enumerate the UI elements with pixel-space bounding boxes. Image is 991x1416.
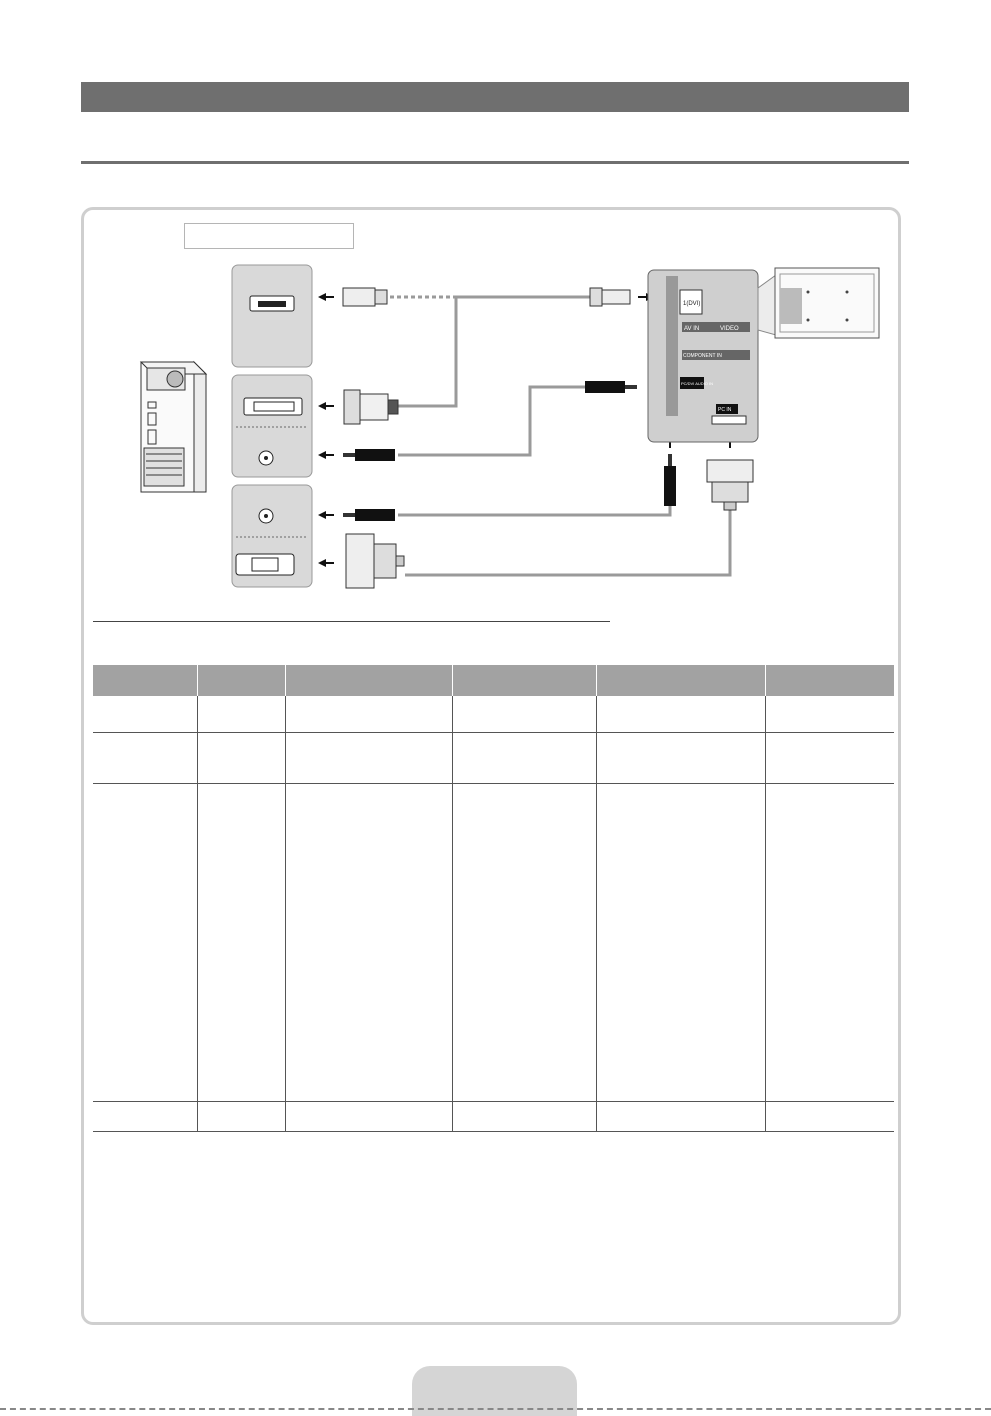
table-cell — [597, 732, 766, 783]
table-cell — [198, 1101, 286, 1131]
table-cell — [766, 696, 895, 732]
tv-av-in-label: AV IN — [684, 326, 700, 332]
tv-pc-in-label: PC IN — [718, 407, 732, 413]
table-cell — [93, 783, 198, 1101]
vga-plug-icon — [346, 460, 753, 588]
pc-dvi-panel — [232, 375, 312, 477]
table-cell — [93, 1101, 198, 1131]
tv-rear-overview-icon — [758, 268, 879, 338]
tv-component-label: COMPONENT IN — [683, 353, 722, 359]
table-cell — [597, 1101, 766, 1131]
table-cell — [766, 783, 895, 1101]
table-row — [93, 783, 894, 1101]
tv-audio-in-label: PC/DVI AUDIO IN — [681, 381, 714, 386]
table-row — [93, 732, 894, 783]
arrow-icon — [318, 293, 334, 567]
table-cell — [93, 696, 198, 732]
table-cell — [597, 696, 766, 732]
table-header-cell — [93, 665, 198, 696]
table-cell — [93, 732, 198, 783]
table-header-cell — [597, 665, 766, 696]
table-header-row — [93, 665, 894, 696]
table-header-cell — [453, 665, 597, 696]
table-cell — [286, 732, 453, 783]
table-caption-rule — [93, 621, 610, 622]
tv-video-label: VIDEO — [720, 326, 739, 332]
table-cell — [198, 696, 286, 732]
table-header-cell — [286, 665, 453, 696]
pc-tower-icon — [141, 362, 206, 492]
table-row — [93, 696, 894, 732]
table-header-cell — [766, 665, 895, 696]
pc-vga-panel — [232, 485, 312, 587]
table-cell — [286, 783, 453, 1101]
table-cell — [453, 696, 597, 732]
table-cell — [766, 732, 895, 783]
tv-hdmi-label: 1(DVI) — [683, 301, 701, 307]
table-cell — [198, 783, 286, 1101]
table-cell — [286, 696, 453, 732]
table-cell — [286, 1101, 453, 1131]
table-row — [93, 1101, 894, 1131]
table-cell — [453, 783, 597, 1101]
display-modes-table — [93, 665, 894, 1132]
table-cell — [453, 732, 597, 783]
table-cell — [766, 1101, 895, 1131]
connection-diagram — [0, 0, 991, 620]
table-cell — [597, 783, 766, 1101]
table-cell — [198, 732, 286, 783]
table-cell — [453, 1101, 597, 1131]
dvi-plug-icon — [344, 390, 398, 424]
table-header-cell — [198, 665, 286, 696]
pc-hdmi-panel — [232, 265, 312, 367]
